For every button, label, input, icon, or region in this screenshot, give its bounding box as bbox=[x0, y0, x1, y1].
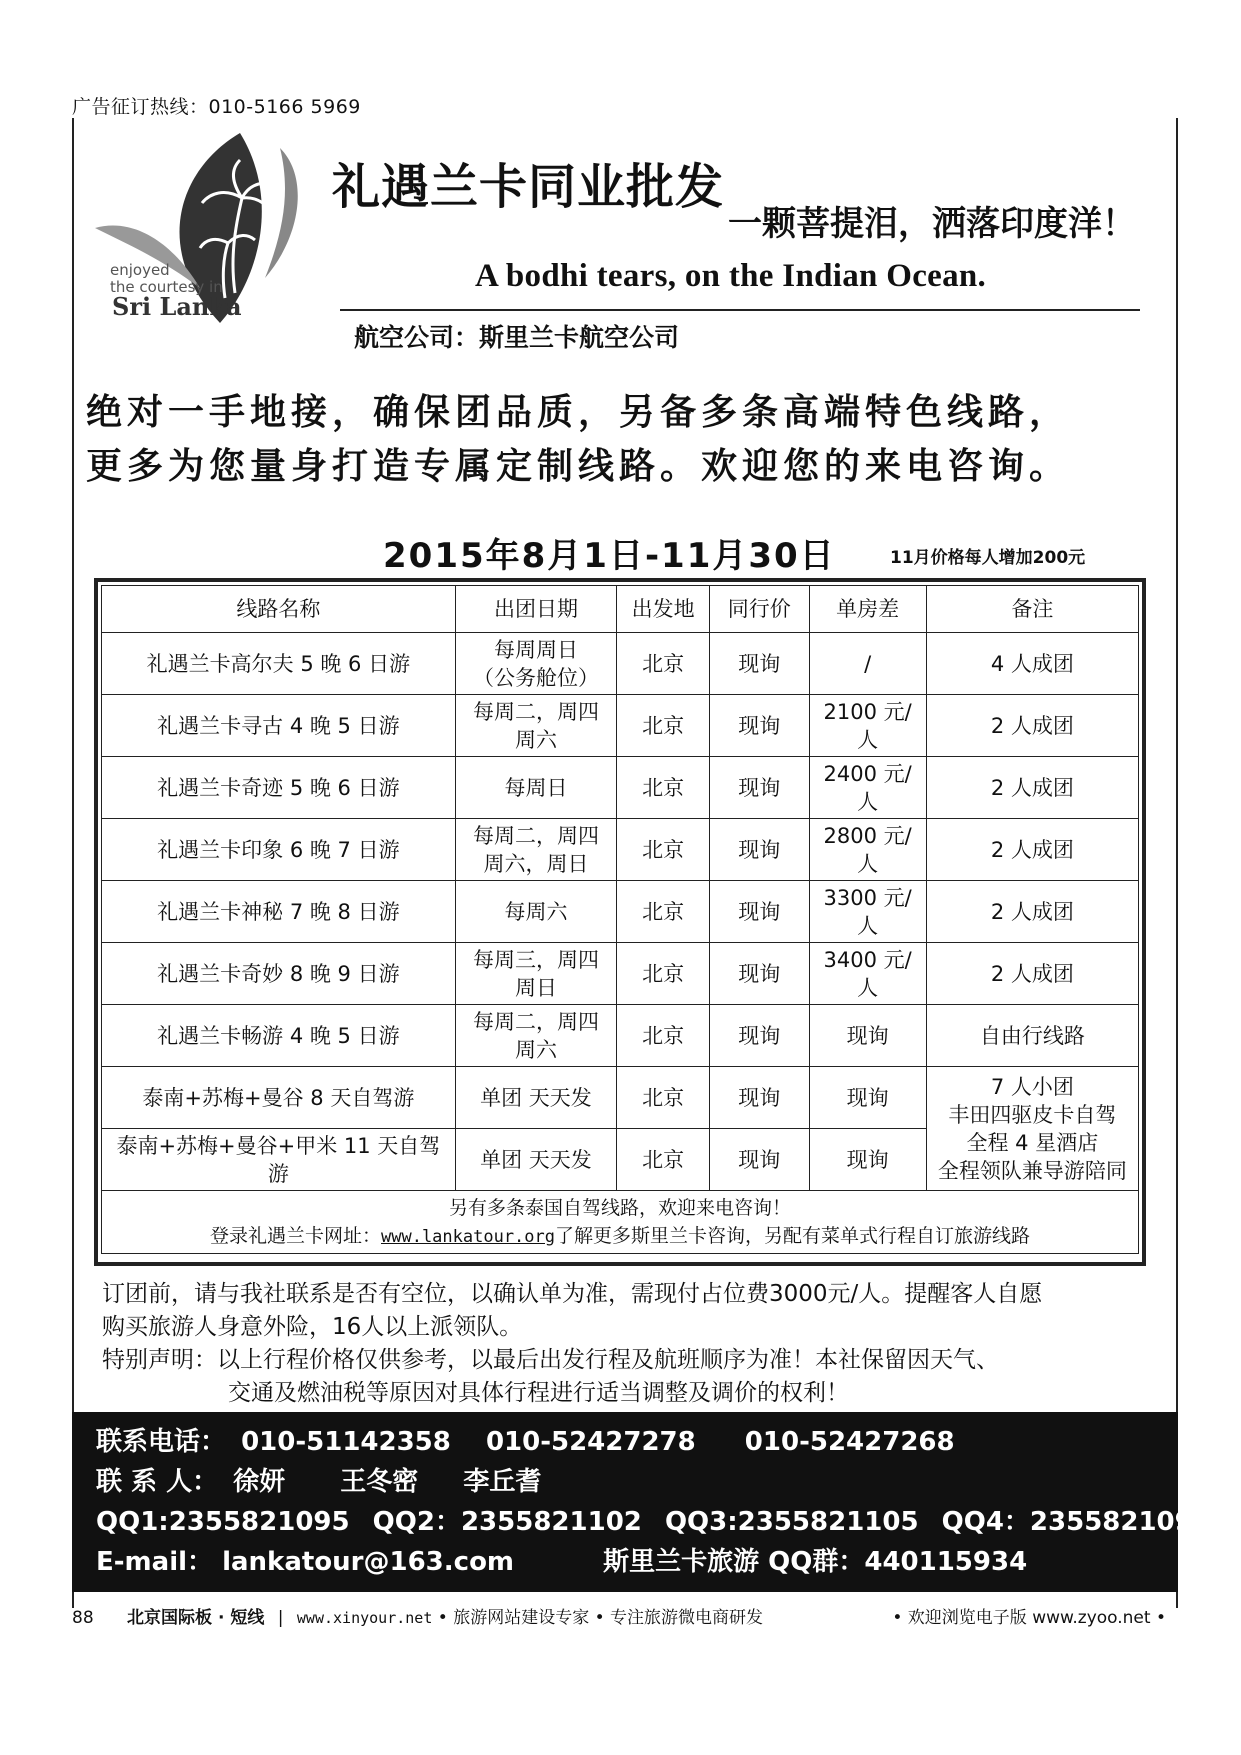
depart-date: 单团 天天发 bbox=[455, 1067, 616, 1129]
footer-inquiry: 另有多条泰国自驾线路，欢迎来电咨询！ bbox=[448, 1196, 791, 1219]
table-row bbox=[102, 695, 1139, 757]
logo-tagline bbox=[110, 262, 223, 296]
depart-city: 北京 bbox=[617, 1129, 710, 1191]
contact-person: 李丘耆 bbox=[463, 1467, 542, 1497]
promo-line-1: 绝对一手地接，确保团品质，另备多条高端特色线路， bbox=[86, 392, 1071, 433]
single-supplement: 现询 bbox=[809, 1005, 926, 1067]
single-supplement: 3400 元/人 bbox=[809, 943, 926, 1005]
footer-website-line bbox=[106, 1222, 1134, 1251]
footer-tagline: • 旅游网站建设专家 • 专注旅游微电商研发 bbox=[437, 1608, 764, 1628]
footer-website-desc: 了解更多斯里兰卡咨询，另配有菜单式行程自订旅游线路 bbox=[555, 1224, 1031, 1247]
logo-line1: enjoyed bbox=[110, 261, 170, 279]
depart-city: 北京 bbox=[617, 819, 710, 881]
depart-date bbox=[455, 633, 616, 695]
depart-date bbox=[455, 1005, 616, 1067]
single-supplement: 3300 元/人 bbox=[809, 881, 926, 943]
remark: 2 人成团 bbox=[926, 943, 1138, 1005]
footer-website-label: 登录礼遇兰卡网址： bbox=[209, 1224, 381, 1247]
price-note: 11月价格每人增加200元 bbox=[890, 548, 1086, 568]
remark: 2 人成团 bbox=[926, 881, 1138, 943]
single-supplement: 2400 元/人 bbox=[809, 757, 926, 819]
remark-self-drive bbox=[926, 1067, 1138, 1191]
footer-site-link[interactable]: www.xinyour.net bbox=[296, 1609, 433, 1627]
depart-date bbox=[455, 695, 616, 757]
depart-city: 北京 bbox=[617, 881, 710, 943]
header-date: 出团日期 bbox=[455, 586, 616, 633]
note-line: 特别声明：以上行程价格仅供参考，以最后出发行程及航班顺序为准！本社保留因天气、 bbox=[102, 1347, 999, 1373]
trade-price: 现询 bbox=[710, 1129, 809, 1191]
remark: 自由行线路 bbox=[926, 1005, 1138, 1067]
header-price: 同行价 bbox=[710, 586, 809, 633]
email-address[interactable]: lankatour@163.com bbox=[222, 1547, 515, 1577]
table-row bbox=[102, 1005, 1139, 1067]
trade-price: 现询 bbox=[710, 633, 809, 695]
qq-number: QQ2：2355821102 bbox=[372, 1507, 642, 1537]
remark-line: 全程 4 星酒店 bbox=[966, 1130, 1099, 1155]
depart-date-line1: 每周二，周四 bbox=[472, 1009, 599, 1034]
depart-date-line2: 周六，周日 bbox=[483, 851, 589, 876]
qq-line bbox=[96, 1502, 1211, 1542]
section-name: 北京国际板 · 短线 bbox=[127, 1608, 265, 1628]
depart-city: 北京 bbox=[617, 633, 710, 695]
email-label: E-mail： bbox=[96, 1547, 214, 1577]
route-name: 礼遇兰卡寻古 4 晚 5 日游 bbox=[102, 695, 456, 757]
depart-date-line1: 每周二，周四 bbox=[472, 823, 599, 848]
trade-price: 现询 bbox=[710, 695, 809, 757]
airline: 航空公司：斯里兰卡航空公司 bbox=[354, 323, 680, 352]
remark: 2 人成团 bbox=[926, 757, 1138, 819]
depart-date: 单团 天天发 bbox=[455, 1129, 616, 1191]
depart-date-line1: 每周三，周四 bbox=[472, 947, 599, 972]
depart-date-line1: 每周二，周四 bbox=[472, 699, 599, 724]
headline: 礼遇兰卡同业批发 bbox=[332, 159, 725, 215]
table-row bbox=[102, 943, 1139, 1005]
note-line: 订团前，请与我社联系是否有空位，以确认单为准，需现付占位费3000元/人。提醒客人自愿 bbox=[102, 1281, 1043, 1307]
depart-date bbox=[455, 881, 616, 943]
remark-line: 全程领队兼导游陪同 bbox=[937, 1158, 1127, 1183]
route-name: 泰南+苏梅+曼谷+甲米 11 天自驾游 bbox=[102, 1129, 456, 1191]
qq-group: 斯里兰卡旅游 QQ群：440115934 bbox=[603, 1547, 1028, 1577]
website-link[interactable]: www.lankatour.org bbox=[381, 1226, 555, 1247]
table-row bbox=[102, 633, 1139, 695]
remark: 4 人成团 bbox=[926, 633, 1138, 695]
contact-panel bbox=[72, 1412, 1211, 1592]
table-row bbox=[102, 1067, 1139, 1129]
depart-city: 北京 bbox=[617, 757, 710, 819]
depart-date bbox=[455, 757, 616, 819]
route-name: 礼遇兰卡奇迹 5 晚 6 日游 bbox=[102, 757, 456, 819]
page-number: 88 bbox=[72, 1608, 94, 1628]
page-footer: 88 北京国际板 · 短线 | www.xinyour.net • 旅游网站建设专家 • 专注旅游微电商研发 • 欢迎浏览电子版 www.zyoo.net • bbox=[72, 1603, 1178, 1628]
booking-notes bbox=[102, 1278, 1042, 1410]
remark: 2 人成团 bbox=[926, 695, 1138, 757]
depart-city: 北京 bbox=[617, 943, 710, 1005]
phone-label: 联系电话： bbox=[96, 1427, 227, 1457]
depart-date-line1: 每周六 bbox=[504, 899, 568, 924]
trade-price: 现询 bbox=[710, 819, 809, 881]
trade-price: 现询 bbox=[710, 757, 809, 819]
phone-number: 010-51142358 bbox=[241, 1427, 451, 1457]
note-line: 交通及燃油税等原因对具体行程进行适当调整及调价的权利！ bbox=[228, 1380, 849, 1406]
table-footer-cell bbox=[102, 1191, 1139, 1254]
qq-number: QQ1:2355821095 bbox=[96, 1507, 350, 1537]
depart-date-line2: 周日 bbox=[514, 975, 557, 1000]
depart-city: 北京 bbox=[617, 1067, 710, 1129]
header-from: 出发地 bbox=[617, 586, 710, 633]
single-supplement: 现询 bbox=[809, 1067, 926, 1129]
route-name: 礼遇兰卡畅游 4 晚 5 日游 bbox=[102, 1005, 456, 1067]
route-name: 礼遇兰卡神秘 7 晚 8 日游 bbox=[102, 881, 456, 943]
header-single: 单房差 bbox=[809, 586, 926, 633]
single-supplement: / bbox=[809, 633, 926, 695]
depart-date-line2: 周六 bbox=[514, 1037, 557, 1062]
route-name: 泰南+苏梅+曼谷 8 天自驾游 bbox=[102, 1067, 456, 1129]
remark: 2 人成团 bbox=[926, 819, 1138, 881]
single-supplement: 现询 bbox=[809, 1129, 926, 1191]
trade-price: 现询 bbox=[710, 881, 809, 943]
remark-line: 7 人小团 bbox=[990, 1074, 1074, 1099]
phone-number: 010-52427268 bbox=[744, 1427, 955, 1457]
table-footer bbox=[102, 1191, 1139, 1254]
logo-line2: the courtesy in bbox=[110, 278, 223, 296]
table-row bbox=[102, 757, 1139, 819]
depart-date-line2: （公务舱位） bbox=[472, 665, 599, 690]
remark-line: 丰田四驱皮卡自驾 bbox=[948, 1102, 1117, 1127]
depart-date bbox=[455, 943, 616, 1005]
trade-price: 现询 bbox=[710, 943, 809, 1005]
email-line bbox=[96, 1542, 1154, 1582]
contact-person: 徐妍 bbox=[233, 1467, 286, 1497]
people-label: 联 系 人： bbox=[96, 1467, 219, 1497]
phone-line bbox=[96, 1422, 1154, 1462]
depart-date-line1: 每周日 bbox=[504, 775, 568, 800]
depart-date-line2: 周六 bbox=[514, 727, 557, 752]
depart-city: 北京 bbox=[617, 695, 710, 757]
footer-ebook: • 欢迎浏览电子版 www.zyoo.net • bbox=[892, 1608, 1166, 1628]
note-line: 购买旅游人身意外险，16人以上派领队。 bbox=[102, 1314, 523, 1340]
single-supplement: 2100 元/人 bbox=[809, 695, 926, 757]
qq-number: QQ3:2355821105 bbox=[664, 1507, 919, 1537]
depart-date bbox=[455, 819, 616, 881]
single-supplement: 2800 元/人 bbox=[809, 819, 926, 881]
route-name: 礼遇兰卡印象 6 晚 7 日游 bbox=[102, 819, 456, 881]
header-route: 线路名称 bbox=[102, 586, 456, 633]
route-table bbox=[94, 578, 1146, 1266]
phone-number: 010-52427278 bbox=[485, 1427, 696, 1457]
route-name: 礼遇兰卡奇妙 8 晚 9 日游 bbox=[102, 943, 456, 1005]
table-row bbox=[102, 881, 1139, 943]
date-range: 2015年8月1日-11月30日 bbox=[383, 536, 836, 576]
promo-line-2: 更多为您量身打造专属定制线路。欢迎您的来电咨询。 bbox=[86, 446, 1071, 487]
depart-city: 北京 bbox=[617, 1005, 710, 1067]
logo-brand: Sri Lanka bbox=[112, 292, 242, 321]
trade-price: 现询 bbox=[710, 1067, 809, 1129]
trade-price: 现询 bbox=[710, 1005, 809, 1067]
depart-date-line1: 每周周日 bbox=[493, 637, 578, 662]
ad-hotline: 广告征订热线：010-5166 5969 bbox=[72, 96, 361, 118]
table-header bbox=[102, 586, 1139, 633]
contact-person: 王冬密 bbox=[340, 1467, 419, 1497]
slogan-chinese: 一颗菩提泪，洒落印度洋！ bbox=[728, 204, 1136, 244]
contact-people-line bbox=[96, 1462, 1154, 1502]
route-name: 礼遇兰卡高尔夫 5 晚 6 日游 bbox=[102, 633, 456, 695]
divider bbox=[340, 309, 1140, 311]
header-note: 备注 bbox=[926, 586, 1138, 633]
slogan-english: A bodhi tears, on the Indian Ocean. bbox=[475, 258, 987, 294]
qq-number: QQ4：2355821094 bbox=[941, 1507, 1211, 1537]
table-row bbox=[102, 819, 1139, 881]
